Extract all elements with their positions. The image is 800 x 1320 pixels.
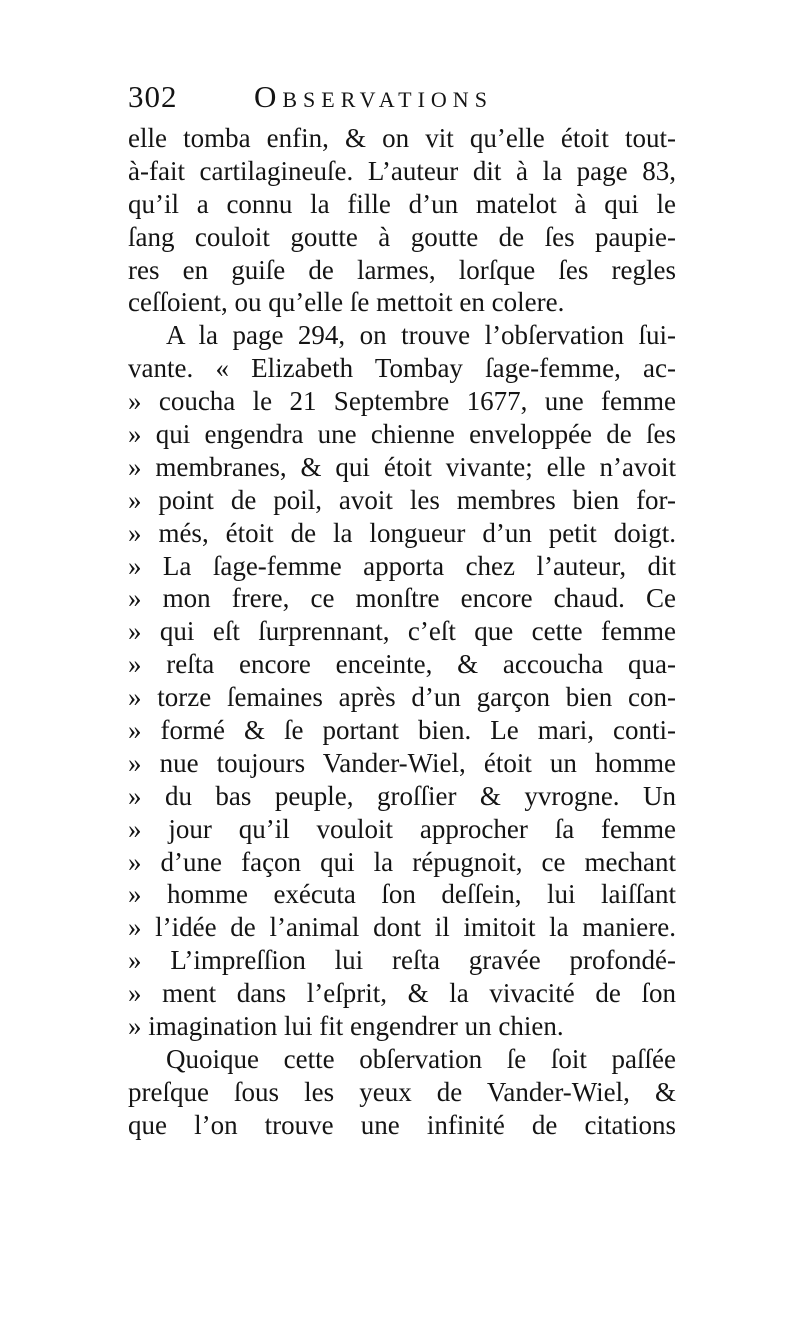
text-line: A la page 294, on trouve l’obſervation ſui-: [166, 320, 676, 351]
page-number: 302: [128, 79, 178, 114]
text-line: » L’impreſſion lui reſta gravée profondé-: [128, 945, 676, 976]
body-text: [128, 122, 676, 1142]
text-line: » imagination lui fit engendrer un chien.: [128, 1011, 564, 1042]
text-line: » formé & ſe portant bien. Le mari, conti-: [128, 715, 676, 746]
text-line: elle tomba enfin, & on vit qu’elle étoit tout-: [128, 123, 676, 153]
text-line: » qui engendra une chienne enveloppée de ſes: [128, 419, 676, 450]
text-line: preſque ſous les yeux de Vander-Wiel, &: [128, 1076, 676, 1107]
text-line: » mon frere, ce monſtre encore chaud. Ce: [128, 583, 676, 614]
page-header: [128, 72, 676, 122]
text-line: » membranes, & qui étoit vivante; elle n’avoit: [128, 451, 676, 482]
text-line: » point de poil, avoit les membres bien for-: [128, 484, 676, 515]
text-line: » coucha le 21 Septembre 1677, une femme: [128, 386, 676, 417]
text-line: à-fait cartilagineuſe. L’auteur dit à la page 83,: [128, 155, 676, 186]
text-line: » reſta encore enceinte, & accoucha qua-: [128, 649, 676, 680]
text-line: » La ſage-femme apporta chez l’auteur, dit: [128, 550, 676, 581]
text-line: Quoique cette obſervation ſe ſoit paſſée: [166, 1043, 676, 1074]
text-line: vante. « Elizabeth Tombay ſage-femme, ac-: [128, 353, 676, 384]
text-line: » du bas peuple, groſſier & yvrogne. Un: [128, 780, 676, 811]
text-line: » d’une façon qui la répugnoit, ce mechant: [128, 846, 676, 877]
text-line: » torze ſemaines après d’un garçon bien con-: [128, 682, 676, 713]
text-line: res en guiſe de larmes, lorſque ſes regles: [128, 254, 676, 285]
text-line: » nue toujours Vander-Wiel, étoit un homme: [128, 747, 676, 778]
text-line: » homme exécuta ſon deſſein, lui laiſſant: [128, 879, 676, 910]
text-line: » qui eſt ſurprennant, c’eſt que cette femme: [128, 616, 676, 647]
text-line: » ment dans l’eſprit, & la vivacité de ſon: [128, 978, 676, 1009]
text-line: » més, étoit de la longueur d’un petit doigt.: [128, 517, 676, 548]
text-line: » jour qu’il vouloit approcher ſa femme: [128, 813, 676, 844]
running-head: Observations: [254, 79, 493, 114]
text-line: qu’il a connu la fille d’un matelot à qui le: [128, 188, 676, 219]
text-line: ſang couloit goutte à goutte de ſes paupie-: [128, 221, 676, 252]
book-page: [128, 72, 676, 1172]
text-line: que l’on trouve une infinité de citations: [128, 1109, 676, 1140]
text-line: ceſſoient, ou qu’elle ſe mettoit en colere.: [128, 287, 565, 318]
text-line: » l’idée de l’animal dont il imitoit la maniere.: [128, 912, 676, 943]
